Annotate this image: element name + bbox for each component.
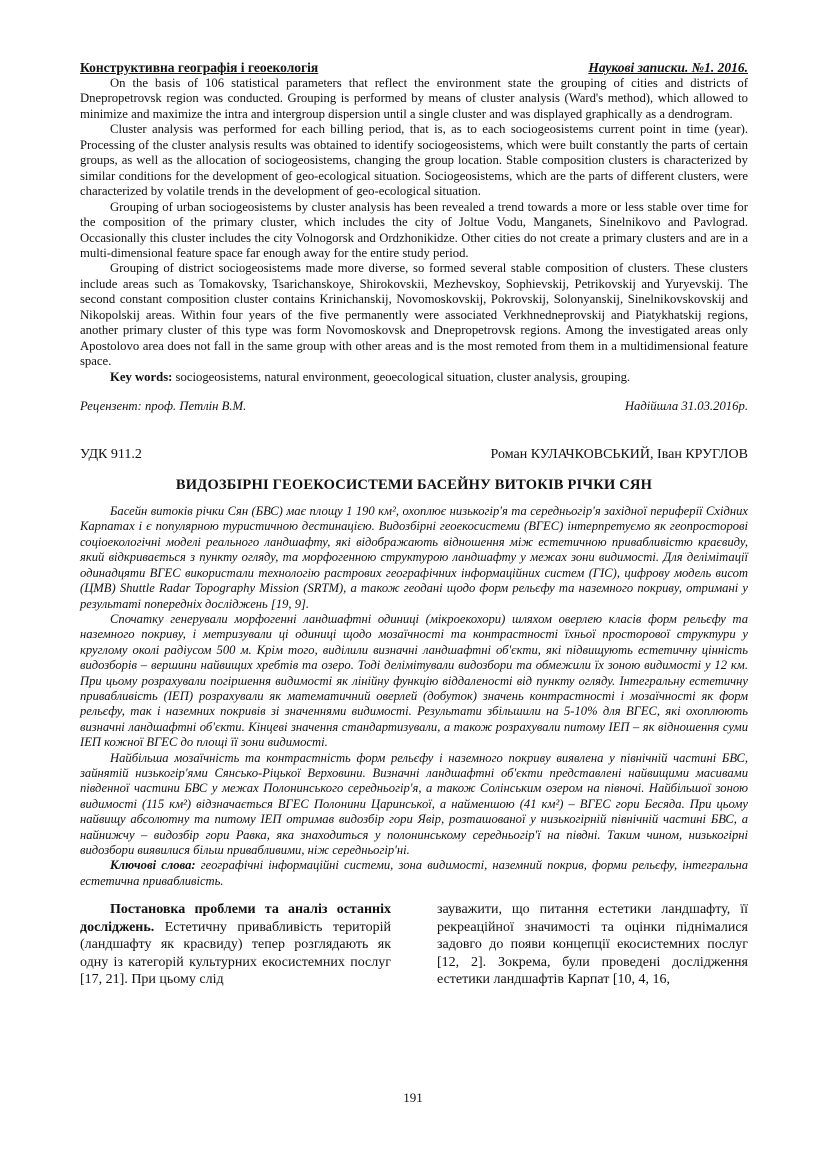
abstract-paragraph: Cluster analysis was performed for each billing period, that is, as to each sociogeosistems current point in time (year). Processing of the cluster analysis results was obtained to identify sociogeosistems, which were built constantly the parts of certain groups, as well as the allocation of sociogeosistems, changing the group location. Stable composition clusters is characterized by similar conditions for the development of geo-ecological situation. Sociogeosistems, which are the parts of different clusters, were characterized by volatile trends in the development of geo-ecological situation. <box>80 122 748 199</box>
article-title: ВИДОЗБІРНІ ГЕОЕКОСИСТЕМИ БАСЕЙНУ ВИТОКІВ РІЧКИ СЯН <box>175 477 653 494</box>
left-column <box>80 901 391 989</box>
abstract-paragraph: Grouping of district sociogeosistems made more diverse, so formed several stable composition of clusters. These clusters include areas such as Tomakovsky, Tsarichanskoye, Shirokovskii, Mezhevskoy, Sophievskij, Petrikovskij and Yuryevskij. The second constant composition cluster contains Krinichanskij, Novomoskovskij, Pokrovskij, Solonyanskij, Sinelnikovskovskij and Nikopolskij areas. Within four years of the five permanently were associated Verkhnedneprovskij and Piatykhatskij regions, another primary cluster of this type was form Novomoskovsk and Dnepropetrovsk regions. Among the investigated areas only Apostolovo area does not fall in the same group with other areas and is the most remoted from them in a multidimensional feature space. <box>80 261 748 369</box>
annotation-paragraph: Спочатку генерували морфогенні ландшафтні одиниці (мікроекохори) шляхом оверлею класів форм рельєфу та наземного покриву, і метризували ці одиниці щодо мозаїчності та контрастності їхньої просторової структури у круглому околі радіусом 500 м. Крім того, виділили визначні ландшафтні об'єкти, які підвищують естетичну цінність видозборів – вершини найвищих хребтів та озеро. Тоді делімітували видозбори та обмежили їх зоною видимості у 12 км. При цьому розрахували погіршення видимості як лінійну функцію віддаленості від пункту огляду. Інтегральну естетичну привабливість (ІЕП) розрахували як математичний оверлей (добуток) значень контрастності і мозаїчності як форм рельєфу, так і наземних покривів зі значеннями видимості. Результати збільшили на 5-10% для ВГЕС, які охоплюють визначні ландшафтні об'єкти. Кінцеві значення стандартизували, а також розрахували питому ІЕП – як відношення суми ІЕП кожної ВГЕС до площі її зони видимості. <box>80 611 748 750</box>
intro-text: Естетичну привабливість територій (ландшафту як красвиду) тепер розглядають як одну із категорій культурних екосистемних послуг [17, 21]. При цьому слід <box>80 919 391 988</box>
udk-code: УДК 911.2 <box>80 447 142 463</box>
article-meta <box>80 446 748 464</box>
section-heading: Постановка проблеми та аналіз останніх досліджень. <box>80 902 391 935</box>
received-date: Надійшла 31.03.2016р. <box>624 399 748 414</box>
english-abstract <box>80 76 748 385</box>
page-number: 191 <box>403 1090 423 1105</box>
authors: Роман КУЛАЧКОВСЬКИЙ, Іван КРУГЛОВ <box>490 447 748 463</box>
keywords-en-label: Key words: <box>110 369 173 384</box>
annotation-paragraph: Найбільша мозаїчність та контрастність форм рельєфу і наземного покриву виявлена у північній частині БВС, зайнятій низькогір'ями Сянсько-Ріцької Верховини. Визначні ландшафтні об'єкти представлені найвищими масивами південної частини БВС у межах Полонинського середньогір'я, а також Солінським озером на півночі. Найбільшої зоною видимості (115 км²) відзначається ВГЕС Полонини Царинської, а найменшою (41 км²) – ВГЕС гори Бесяда. При цьому найвищу абсолютну та питому ІЕП отримав видозбір гори Явір, розташованої у низькогірній північній частині БВС, а найнижчу – видозбір гори Равка, яка знаходиться у полонинському середньогір'ї на півдні. Таким чином, низькогірні видозбори виявилися більш привабливими, ніж середньогір'ні. <box>80 750 748 857</box>
abstract-paragraph: On the basis of 106 statistical parameters that reflect the environment state the grouping of cities and districts of Dnepropetrovsk region was conducted. Grouping is performed by means of cluster analysis (Ward's method), which allowed to minimize and maximize the intra and intergroup dispersion until a single cluster and was displayed graphically as a dendrogram. <box>80 76 748 121</box>
body-columns <box>80 901 748 989</box>
continuation-paragraph: зауважити, що питання естетики ландшафту, її рекреаційної значимості та оцінки піднімалися задовго до появи концепції екосистемних послуг [12, 2]. Зокрема, були проведені дослідження естетики ландшафтів Карпат [10, 4, 16, <box>437 902 748 988</box>
keywords-ua-text: географічні інформаційні системи, зона видимості, наземний покрив, форми рельєфу, інтегральна естетична привабливість. <box>80 858 748 888</box>
keywords-ua <box>80 858 748 889</box>
keywords-en <box>80 370 748 385</box>
keywords-ua-label: Ключові слова: <box>110 858 196 873</box>
review-line <box>80 398 748 414</box>
page <box>80 60 748 989</box>
keywords-en-text: sociogeosistems, natural environment, geoecological situation, cluster analysis, grouping. <box>172 369 631 384</box>
intro-paragraph <box>80 901 391 989</box>
right-column <box>437 901 748 989</box>
reviewer: Рецензент: проф. Петлін В.М. <box>80 399 247 414</box>
ukrainian-annotation <box>80 504 748 889</box>
running-header <box>80 60 748 76</box>
header-journal-issue: Наукові записки. №1. 2016. <box>588 60 748 75</box>
annotation-paragraph: Басейн витоків річки Сян (БВС) має площу 1 190 км², охоплює низькогір'я та середньогір'я західної периферії Східних Карпатах і є популярною туристичною дестинацією. Видозбірні геоекосистеми (ВГЕС) інтерпретуємо як геопросторові соціоекологічні моделі реального ландшафту, які відображають відношення між естетичною привабливістю краєвиду, який відкривається з пункту огляду, та морфогенною структурою ландшафту у межах зони видимості. Для делімітації одинадцяти ВГЕС використали технологію растрових географічних інформаційних систем (ГІС), цифрову модель висот (ЦМВ) Shuttle Radar Topography Mission (SRTM), а також геодані щодо форм рельєфу та наземного покриву, отримані у результаті попередніх досліджень [19, 9]. <box>80 504 748 611</box>
abstract-paragraph: Grouping of urban sociogeosistems by cluster analysis has been revealed a trend towards a more or less stable over time for the composition of the primary cluster, which includes the city of Joltue Vodu, Manganets, Sinelnikovo and Pavlograd. Occasionally this cluster includes the city Volnogorsk and Ordzhonikidze. Other cities do not create a primary clusters and are in a multi-dimensional feature space far enough away for the entire study period. <box>80 199 748 260</box>
header-section-title: Конструктивна географія і геоекологія <box>80 60 319 75</box>
